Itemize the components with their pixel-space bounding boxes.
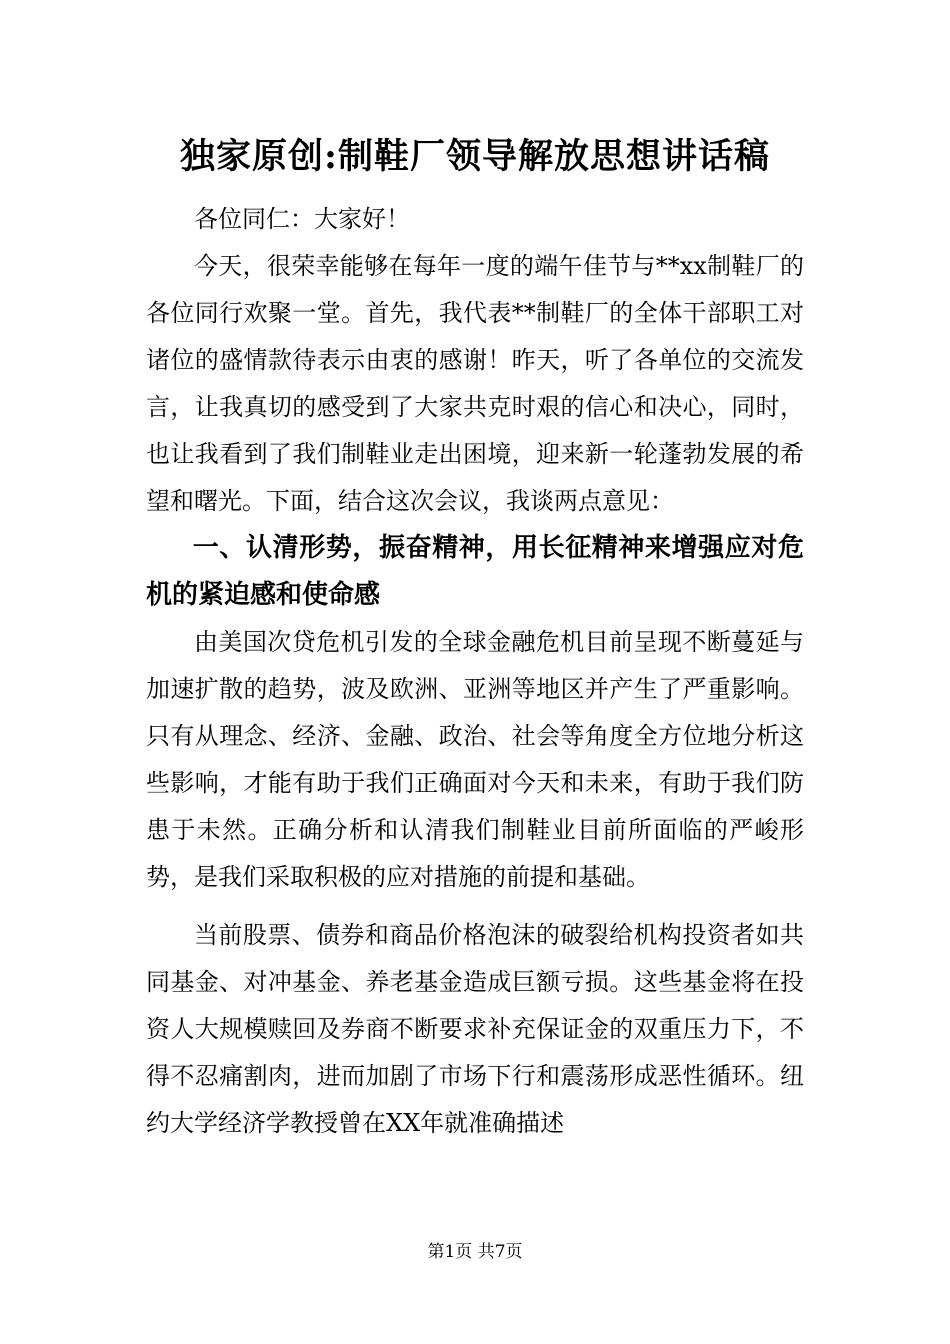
body-paragraph-3: 当前股票、债券和商品价格泡沫的破裂给机构投资者如共同基金、对冲基金、养老基金造成巨额亏损。这些基金将在投资人大规模赎回及券商不断要求补充保证金的双重压力下，不得不忍痛割肉，进而加剧了市场下行和震荡形成恶性循环。纽约大学经济学教授曾在XX年就准确描述 <box>146 921 804 1137</box>
greeting-paragraph: 各位同仁：大家好！ <box>194 205 410 233</box>
document-title: 独家原创:制鞋厂领导解放思想讲话稿 <box>180 136 770 177</box>
section-heading-1: 一、认清形势，振奋精神，用长征精神来增强应对危机的紧迫感和使命感 <box>146 533 804 610</box>
page-number-footer: 第1页 共7页 <box>427 1242 523 1262</box>
intro-paragraph: 今天，很荣幸能够在每年一度的端午佳节与**xx制鞋厂的各位同行欢聚一堂。首先，我代表**制鞋厂的全体干部职工对诸位的盛情款待表示由衷的感谢！昨天，听了各单位的交流发言，让我真切的感受到了大家共克时艰的信心和决心，同时，也让我看到了我们制鞋业走出困境，迎来新一轮蓬勃发展的希望和曙光。下面，结合这次会议，我谈两点意见： <box>146 252 804 515</box>
document-body <box>146 196 804 1147</box>
body-paragraph-2: 由美国次贷危机引发的全球金融危机目前呈现不断蔓延与加速扩散的趋势，波及欧洲、亚洲等地区并产生了严重影响。只有从理念、经济、金融、政治、社会等角度全方位地分析这些影响，才能有助于我们正确面对今天和未来，有助于我们防患于未然。正确分析和认清我们制鞋业目前所面临的严峻形势，是我们采取积极的应对措施的前提和基础。 <box>146 628 804 891</box>
